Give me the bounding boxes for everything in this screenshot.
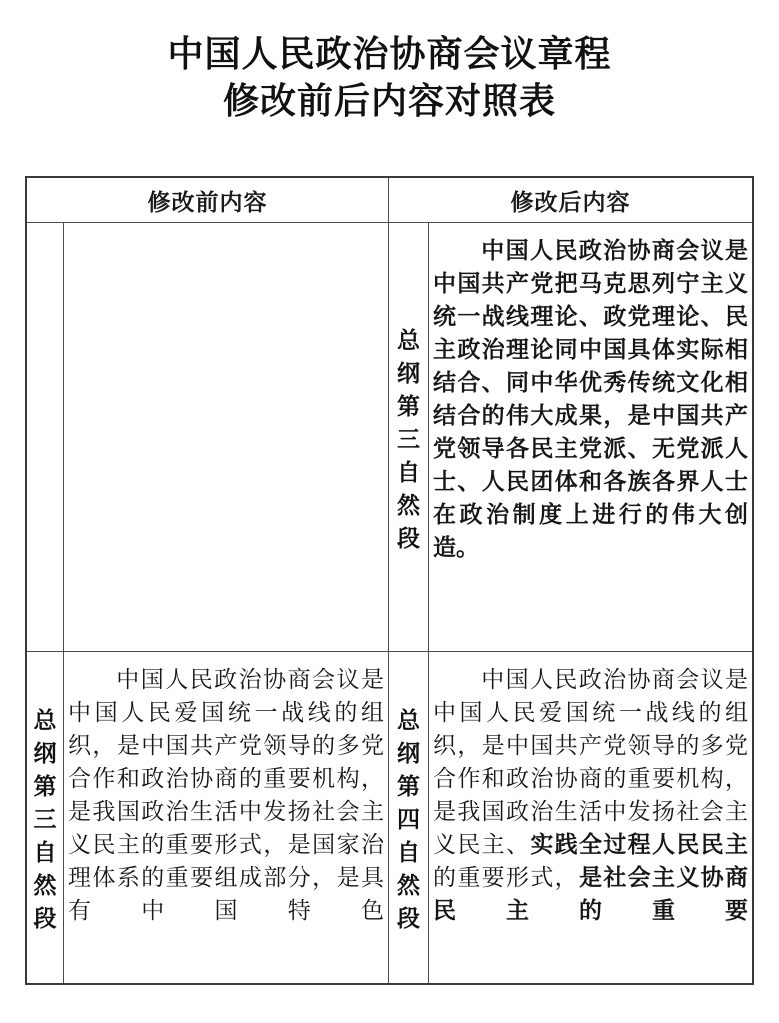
column-header-after: 修改后内容 <box>389 178 752 223</box>
comparison-table <box>25 176 754 985</box>
row1-before-content <box>64 223 389 652</box>
revised-text-segment: 实践全过程人民民主 <box>530 831 749 857</box>
revised-text-segment: 中国人民政治协商会议是中国共产党把马克思列宁主义统一战线理论、政党理论、民主政治理论同中国具体实际相结合、同中华优秀传统文化相结合的伟大成果，是中国共产党领导各民主党派、无党派人士、人民团体和各族各界人士在政治制度上进行的伟大创造。 <box>433 237 748 560</box>
revised-text-segment: 是社会主义协商民主的重要 <box>433 864 749 923</box>
row2-before-label: 总 纲 第 三 自 然 段 <box>27 652 64 983</box>
text-segment: 的重要形式， <box>433 865 579 890</box>
row2-after-label: 总 纲 第 四 自 然 段 <box>389 652 429 983</box>
row1-after-content <box>429 223 752 652</box>
row1-before-label <box>27 223 64 652</box>
title-line-2: 修改前后内容对照表 <box>222 80 556 121</box>
row1-after-label: 总 纲 第 三 自 然 段 <box>389 223 429 652</box>
row2-before-content <box>64 652 389 983</box>
row2-after-content <box>429 652 752 983</box>
row2-after-paragraph <box>433 661 748 925</box>
column-header-before: 修改前内容 <box>27 178 389 223</box>
text-segment: 中国人民政治协商会议是中国人民爱国统一战线的组织，是中国共产党领导的多党合作和政治协商的重要机构，是我国政治生活中发扬社会主义民主、 <box>433 667 748 857</box>
text-segment: 中国人民政治协商会议是中国人民爱国统一战线的组织，是中国共产党领导的多党合作和政治协商的重要机构，是我国政治生活中发扬社会主义民主的重要形式，是国家治理体系的重要组成部分，是具有中国特色 <box>68 667 384 923</box>
row1-after-paragraph <box>433 232 748 562</box>
page-title <box>0 30 779 124</box>
row2-before-paragraph <box>68 661 384 925</box>
title-line-1: 中国人民政治协商会议章程 <box>167 33 612 74</box>
